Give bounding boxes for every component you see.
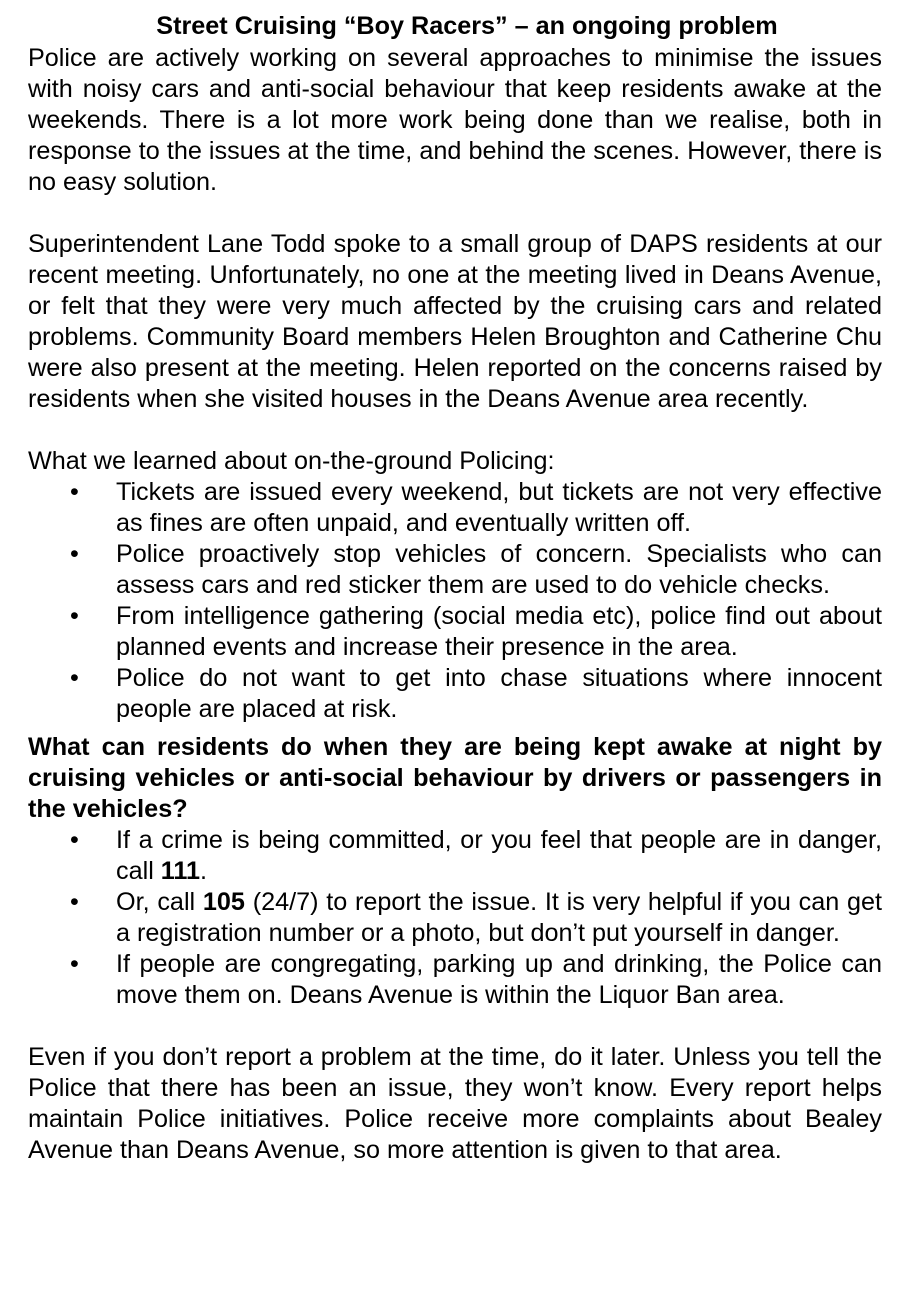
- paragraph-gap: [28, 198, 882, 229]
- intro-paragraph: Police are actively working on several approaches to minimise the issues with noisy cars and anti-social behaviour that keep residents awake at the weekends. There is a lot more work being done than we realise, both in response to the issues at the time, and behind the scenes. However, there is no easy solution.: [28, 44, 882, 196]
- learned-heading: What we learned about on-the-ground Policing:: [28, 447, 555, 475]
- paragraph-gap: [28, 415, 882, 446]
- bullet-icon: •: [70, 888, 79, 916]
- list-item: [28, 601, 882, 663]
- list-item: [28, 949, 882, 1011]
- list-item: [28, 887, 882, 949]
- article-title: Street Cruising “Boy Racers” – an ongoing problem: [156, 12, 778, 40]
- emergency-number: 111: [160, 857, 201, 885]
- list-item-text: From intelligence gathering (social media etc), police find out about planned events and increase their presence in the area.: [116, 602, 882, 661]
- list-item: [28, 825, 882, 887]
- actions-list: [28, 825, 882, 1011]
- list-item-text: (24/7) to report the issue. It is very helpful if you can get a registration number or a photo, but don’t put yourself in danger.: [116, 888, 882, 947]
- paragraph-gap: [28, 1011, 882, 1042]
- list-item: [28, 663, 882, 725]
- list-item-text: Police proactively stop vehicles of concern. Specialists who can assess cars and red sticker them are used to do vehicle checks.: [116, 540, 882, 599]
- list-item-text: If a crime is being committed, or you feel that people are in danger, call: [116, 826, 882, 885]
- list-item: [28, 477, 882, 539]
- bullet-icon: •: [70, 950, 79, 978]
- bullet-icon: •: [70, 602, 79, 630]
- bullet-icon: •: [70, 664, 79, 692]
- list-item-text: Tickets are issued every weekend, but tickets are not very effective as fines are often unpaid, and eventually written off.: [116, 478, 882, 537]
- bullet-icon: •: [70, 826, 79, 854]
- list-item: [28, 539, 882, 601]
- list-item-text: .: [200, 857, 208, 885]
- meeting-paragraph: Superintendent Lane Todd spoke to a small group of DAPS residents at our recent meeting. Unfortunately, no one at the meeting lived in Deans Avenue, or felt that they were very much affected by the cruising cars and related problems. Community Board members Helen Broughton and Catherine Chu were also present at the meeting. Helen reported on the concerns raised by residents when she visited houses in the Deans Avenue area recently.: [28, 230, 882, 413]
- non-emergency-number: 105: [202, 888, 245, 916]
- learned-list: [28, 477, 882, 725]
- closing-paragraph: Even if you don’t report a problem at the time, do it later. Unless you tell the Police that there has been an issue, they won’t know. Every report helps maintain Police initiatives. Police receive more complaints about Bealey Avenue than Deans Avenue, so more attention is given to that area.: [28, 1043, 882, 1164]
- bullet-icon: •: [70, 478, 79, 506]
- list-item-text: If people are congregating, parking up and drinking, the Police can move them on. Deans Avenue is within the Liquor Ban area.: [116, 950, 882, 1009]
- bullet-icon: •: [70, 540, 79, 568]
- question-heading: What can residents do when they are being kept awake at night by cruising vehicles or anti-social behaviour by drivers or passengers in the vehicles?: [28, 733, 882, 823]
- list-item-text: Or, call: [116, 888, 203, 916]
- list-item-text: Police do not want to get into chase situations where innocent people are placed at risk.: [116, 664, 882, 723]
